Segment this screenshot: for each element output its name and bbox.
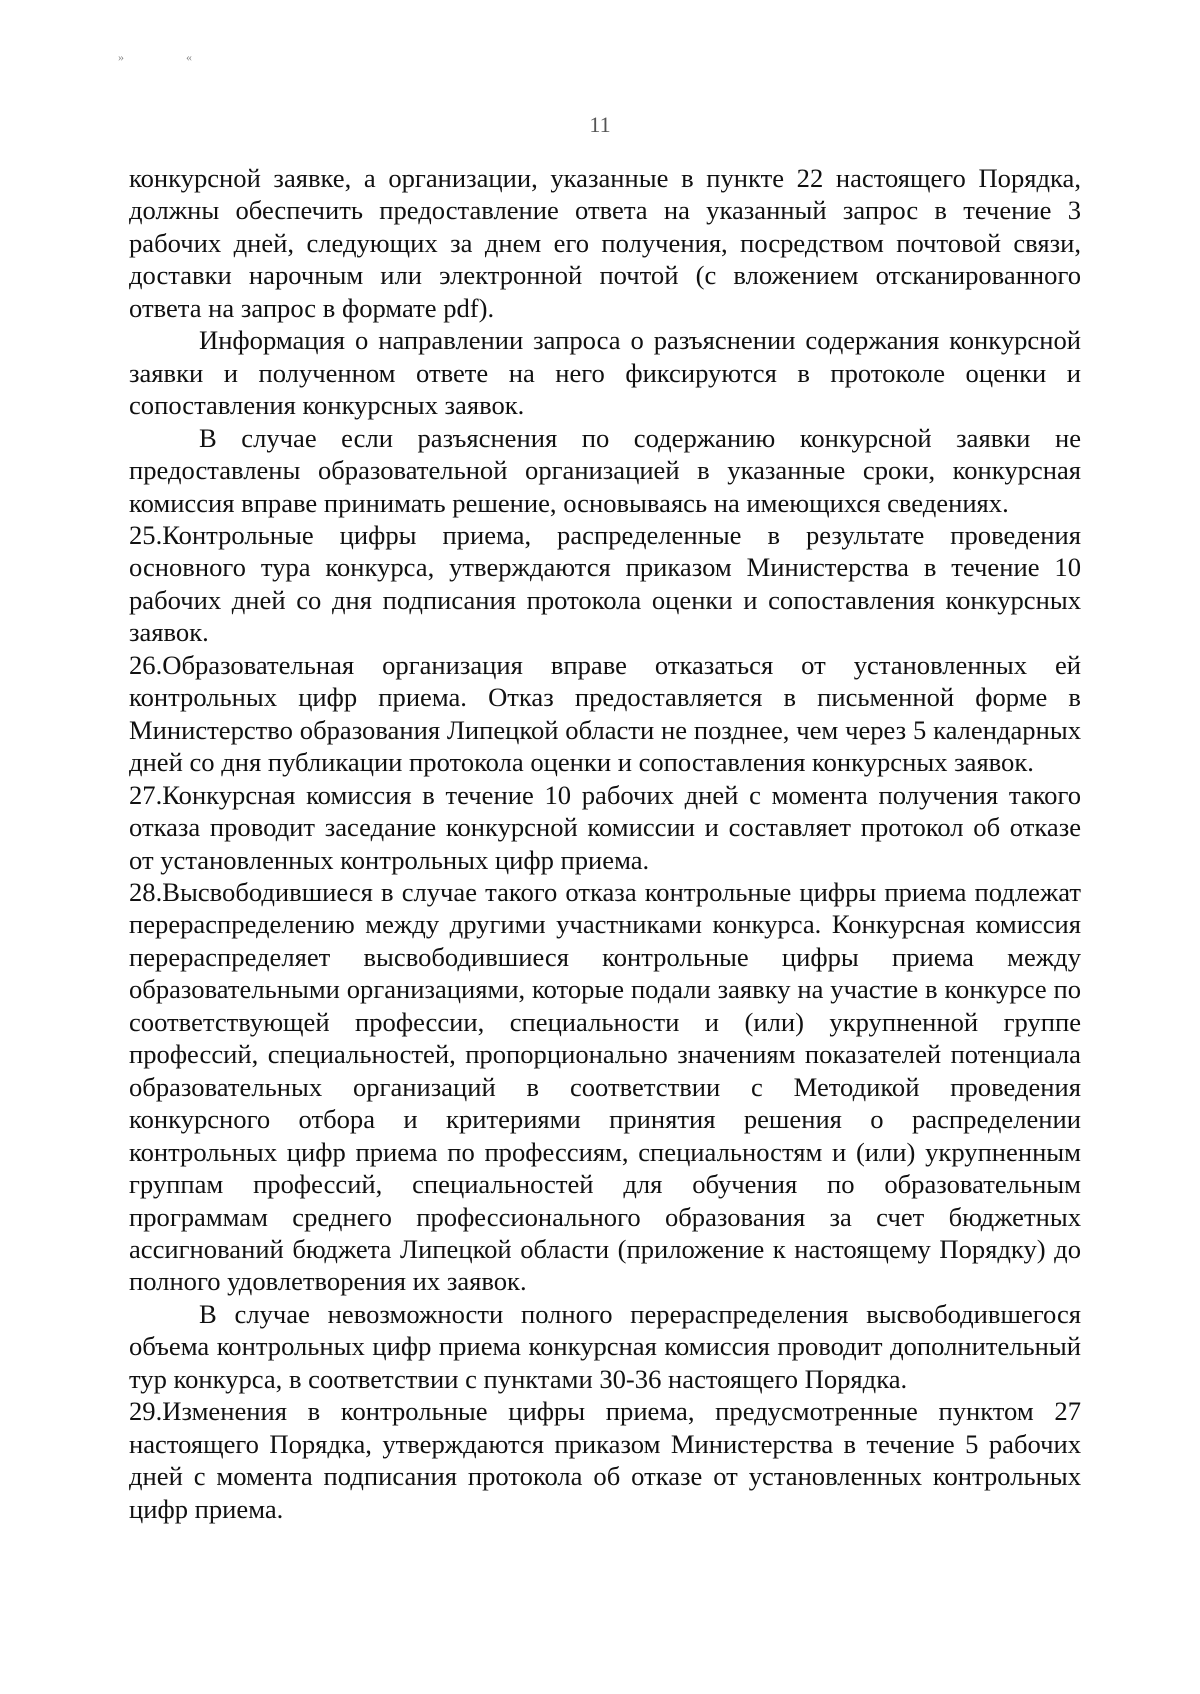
clause-28: 28.Высвободившиеся в случае такого отказа контрольные цифры приема подлежат перераспределению между другими участниками конкурса. Конкурсная комиссия перераспределяет высвободившиеся контрольные цифры приема между образовательными организациями, которые подали заявку на участие в конкурсе по соответствующей профессии, специальности и (или) укрупненной группе профессий, специальностей, пропорционально значениям показателей потенциала образовательных организаций в соответствии с Методикой проведения конкурсного отбора и критериями принятия решения о распределении контрольных цифр приема по профессиям, специальностям и (или) укрупненным группам профессий, специальностей для обучения по образовательным программам среднего профессионального образования за счет бюджетных ассигнований бюджета Липецкой области (приложение к настоящему Порядку) до полного удовлетворения их заявок. <box>129 876 1081 1297</box>
paragraph-info-request: Информация о направлении запроса о разъяснении содержания конкурсной заявки и полученном ответе на него фиксируются в протоколе оценки и сопоставления конкурсных заявок. <box>129 325 1081 421</box>
clause-29: 29.Изменения в контрольные цифры приема, предусмотренные пунктом 27 настоящего Порядка, утверждаются приказом Министерства в течение 5 рабочих дней с момента подписания протокола об отказе от установленных контрольных цифр приема. <box>129 1396 1081 1524</box>
paragraph-additional-round: В случае невозможности полного перераспределения высвободившегося объема контрольных цифр приема конкурсная комиссия проводит дополнительный тур конкурса, в соответствии с пунктами 30-36 настоящего Порядка. <box>129 1298 1081 1394</box>
scan-mark: « <box>186 50 192 64</box>
scan-mark: » <box>118 50 124 64</box>
clause-26: 26.Образовательная организация вправе отказаться от установленных ей контрольных цифр приема. Отказ предоставляется в письменной форме в Министерство образования Липецкой области не позднее, чем через 5 календарных дней со дня публикации протокола оценки и сопоставления конкурсных заявок. <box>129 649 1081 778</box>
page-number: 11 <box>589 112 611 137</box>
document-body <box>129 162 1081 1525</box>
paragraph-continuation: конкурсной заявке, а организации, указанные в пункте 22 настоящего Порядка, должны обеспечить предоставление ответа на указанный запрос в течение 3 рабочих дней, следующих за днем его получения, посредством почтовой связи, доставки нарочным или электронной почтой (с вложением отсканированного ответа на запрос в формате pdf). <box>129 163 1081 323</box>
clause-25: 25.Контрольные цифры приема, распределенные в результате проведения основного тура конкурса, утверждаются приказом Министерства в течение 10 рабочих дней со дня подписания протокола оценки и сопоставления конкурсных заявок. <box>129 519 1081 648</box>
clause-27: 27.Конкурсная комиссия в течение 10 рабочих дней с момента получения такого отказа проводит заседание конкурсной комиссии и составляет протокол об отказе от установленных контрольных цифр приема. <box>129 779 1081 875</box>
paragraph-no-clarification: В случае если разъяснения по содержанию конкурсной заявки не предоставлены образовательной организацией в указанные сроки, конкурсная комиссия вправе принимать решение, основываясь на имеющихся сведениях. <box>129 422 1081 518</box>
